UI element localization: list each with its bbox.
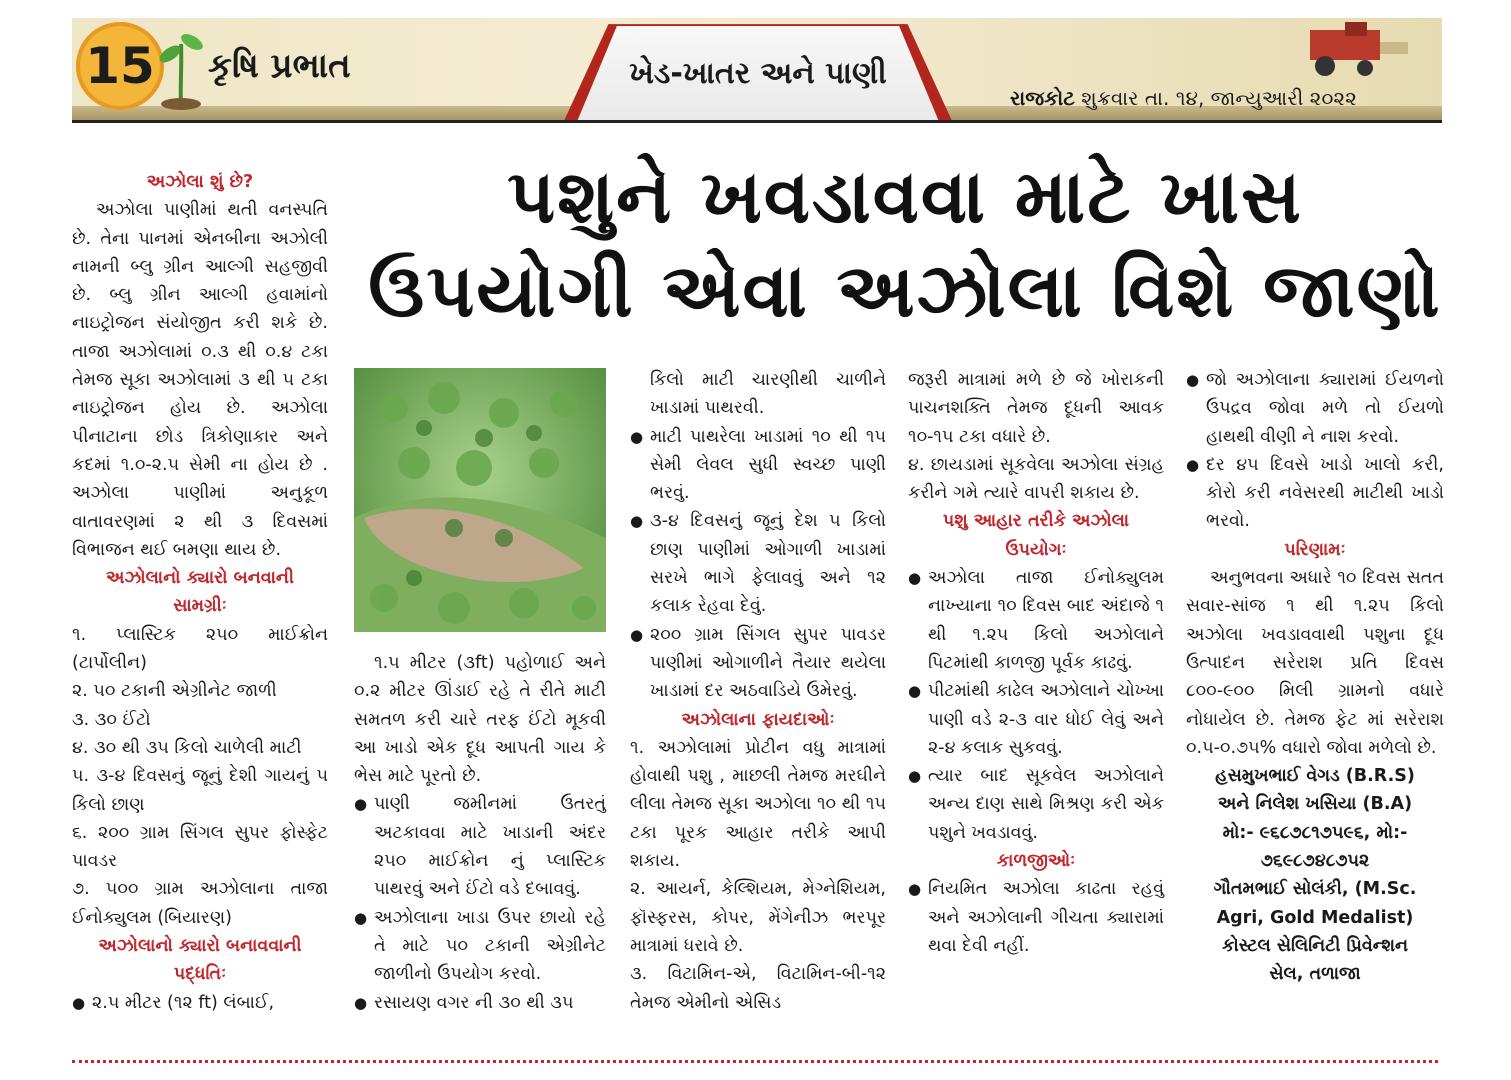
subheading: અઝોલાના ફાયદાઓઃ xyxy=(681,709,835,730)
subheading: અઝોલાનો ક્યારો બનવાની xyxy=(106,568,294,589)
header-rule xyxy=(72,120,1442,123)
subheading: અઝોલાનો ક્યારો બનાવવાની xyxy=(98,936,302,957)
list-item: ૪. ૩૦ થી ૩૫ કિલો ચાળેલી માટી xyxy=(72,737,302,758)
bullet-item: ● રસાયણ વગર ની ૩૦ થી ૩૫ xyxy=(354,989,606,1017)
section-name: કૃષિ પ્રભાત xyxy=(208,46,351,86)
byline-org: કોસ્ટલ સેલિનિટી પ્રિવેન્શન xyxy=(1221,935,1409,956)
page-number-badge: 15 xyxy=(76,22,164,110)
dateline-city: રાજકોટ xyxy=(1010,86,1075,110)
list-item: ૧. પ્લાસ્ટિક ૨૫૦ માઈક્રોન (ટાર્પોલીન) xyxy=(72,624,328,674)
paragraph: ૧.૫ મીટર (૩ft) પહોળાઈ અને ૦.૨ મીટર ઊંડાઈ રહે તે રીતે માટી સમતળ કરી ચારે તરફ ઈંટો મૂકવી આ ખાડો એક દૂધ આપતી ગાય કે ભેસ માટે પૂરતો છે. xyxy=(354,653,606,787)
paragraph: ૪. છાયડામાં સૂકવેલા અઝોલા સંગ્રહ કરીને ગમે ત્યારે વાપરી શકાય છે. xyxy=(908,454,1164,504)
bullet-item: ● માટી પાથરેલા ખાડામાં ૧૦ થી ૧૫ સેમી લેવલ સુધી સ્વચ્છ પાણી ભરવું. xyxy=(630,423,886,508)
byline-org: સેલ, તળાજા xyxy=(1269,964,1361,985)
paragraph: જરૂરી માત્રામાં મળે છે જે ખોરાકની પાચનશક્તિ તેમજ દૂધની આવક ૧૦-૧૫ ટકા વધારે છે. xyxy=(908,370,1164,447)
list-item: ૨. ૫૦ ટકાની એગ્રીનેટ જાળી xyxy=(72,681,277,702)
byline: ગૌતમભાઈ સોલંકી, (M.Sc. xyxy=(1213,879,1417,900)
bullet-item: ● નિયમિત અઝોલા કાઢતા રહવું અને અઝોલાની ગીચતા ક્યારામાં થવા દેવી નહીં. xyxy=(908,875,1164,960)
bullet-item: ● પીટમાંથી કાઢેલ અઝોલાને ચોખ્ખા પાણી વડે ૨-૩ વાર ધોઈ લેવું અને ૨-૪ કલાક સુકવવું. xyxy=(908,677,1164,762)
paragraph: ૨. આયર્ન, કેલ્શિયમ, મેગ્નેશિયમ, ફૉસ્ફરસ, કોપર, મેંગેનીઝ ભરપૂર માત્રામાં ધરાવે છે. xyxy=(630,879,886,956)
list-item: ૫. ૩-૪ દિવસનું જૂનું દેશી ગાયનું ૫ કિલો છાણ xyxy=(72,766,328,815)
subheading: અઝોલા શું છે? xyxy=(146,172,254,192)
headline xyxy=(350,150,1460,338)
bullet-item: ● પાણી જમીનમાં ઉતરતું અટકાવવા માટે ખાડાની અંદર ૨૫૦ માઈક્રોન નું પ્લાસ્ટિક પાથરવું અને ઈંટો વડે દબાવવું. xyxy=(354,790,606,903)
subheading: પશુ આહાર તરીકે અઝોલા xyxy=(942,511,1130,532)
list-item: ૬. ૨૦૦ ગ્રામ સિંગલ સુપર ફોસ્ફેટ પાવડર xyxy=(72,822,328,872)
bullet-item: ● જો અઝોલાના ક્યારામાં ઈયળનો ઉપદ્રવ જોવા મળે તો ઈયળો હાથથી વીણી ને નાશ કરવો. xyxy=(1186,366,1444,451)
harvester-illustration xyxy=(1290,20,1410,80)
bullet-item: ● દર ૪૫ દિવસે ખાડો ખાલો કરી, કોરો કરી નવેસરથી માટીથી ખાડો ભરવો. xyxy=(1186,451,1444,536)
column-1 xyxy=(72,168,328,1017)
column-5 xyxy=(1186,366,1444,989)
column-4 xyxy=(908,366,1164,960)
section-tab-title: ખેડ-ખાતર અને પાણી xyxy=(629,56,887,91)
byline: હસમુખભાઈ વેગડ (B.R.S) xyxy=(1215,766,1415,787)
list-item: ૭. ૫૦૦ ગ્રામ અઝોલાના તાજા ઈનોક્યુલમ (બિયારણ) xyxy=(72,879,328,928)
bullet-item: ● ૨૦૦ ગ્રામ સિંગલ સુપર પાવડર પાણીમાં ઓગાળીને તૈયાર થયેલા ખાડામાં દર અઠવાડિયે ઉમેરવું. xyxy=(630,621,886,706)
sprout-icon xyxy=(158,24,204,110)
subheading: કાળજીઓઃ xyxy=(996,851,1076,872)
byline-phone: મો:- ૯૬૮૭૮૧૭૫૯૬, મો:- xyxy=(1222,822,1408,843)
byline-phone: ૭૬૯૮૭૪૮૭૫૨ xyxy=(1260,851,1370,872)
paragraph: કિલો માટી ચારણીથી ચાળીને ખાડામાં પાથરવી. xyxy=(650,370,886,419)
azolla-photo xyxy=(354,368,606,632)
paragraph: અઝોલા પાણીમાં થતી વનસ્પતિ છે. તેના પાનમાં એનબીના અઝોલી નામની બ્લુ ગ્રીન આલ્ગી સહજીવી છે. બ્લુ ગ્રીન આલ્ગી હવામાંનો નાઇટ્રોજન સંયોજીત કરી શકે છે. તાજા અઝોલામાં ૦.૩ થી ૦.૪ ટકા તેમજ સૂકા અઝોલામાં ૩ થી ૫ ટકા નાઇટ્રોજન હોય છે. અઝોલા પીનાટાના છોડ ત્રિકોણાકાર અને કદમાં ૧.૦-૨.૫ સેમી ના હોય છે . અઝોલા પાણીમાં અનુકૂળ વાતાવરણમાં ૨ થી ૩ દિવસમાં વિભાજન થઈ બમણા થાય છે. xyxy=(72,200,328,560)
paragraph: ૩. વિટામિન-એ, વિટામિન-બી-૧૨ તેમજ એમીનો એસિડ xyxy=(630,964,886,1013)
bullet-item: ● અઝોલાના ખાડા ઉપર છાયો રહે તે માટે ૫૦ ટકાની એગ્રીનેટ જાળીનો ઉપયોગ કરવો. xyxy=(354,904,606,989)
subheading: પરિણામઃ xyxy=(1284,539,1346,560)
paragraph: ૧. અઝોલામાં પ્રોટીન વધુ માત્રામાં હોવાથી પશુ , માછલી તેમજ મરઘીને લીલા તેમજ સૂકા અઝોલા ૧૦ થી ૧૫ ટકા પૂરક આહાર તરીકે આપી શકાય. xyxy=(630,737,886,872)
bullet-item: ● ૩-૪ દિવસનું જૂનું દેશ ૫ કિલો છાણ પાણીમાં ઓગાળી ખાડામાં સરખે ભાગે ફેલાવવું અને ૧૨ કલાક રેહવા દેવું. xyxy=(630,507,886,620)
subheading: સામગ્રીઃ xyxy=(173,596,227,617)
headline-line-2: ઉપયોગી એવા અઝોલા વિશે જાણો xyxy=(368,248,1442,334)
subheading: પદ્ધતિઃ xyxy=(173,964,227,985)
subheading: ઉપયોગઃ xyxy=(1005,539,1067,560)
footer-dotted-rule xyxy=(72,1060,1438,1063)
paragraph: અનુભવના અધારે ૧૦ દિવસ સતત સવાર-સાંજ ૧ થી ૧.૨૫ કિલો અઝોલા ખવડાવવાથી પશુના દૂધ ઉત્પાદન સરેરાશ પ્રતિ દિવસ ૮૦૦-૯૦૦ મિલી ગ્રામનો વધારે નોધાયેલ છે. તેમજ ફેટ માં સરેરાશ ૦.૫-૦.૭૫% વધારો જોવા મળેલો છે. xyxy=(1186,568,1444,758)
dateline xyxy=(1010,86,1357,110)
column-2 xyxy=(354,649,606,1017)
bullet-item: ● ૨.૫ મીટર (૧૨ ft) લંબાઈ, xyxy=(72,989,328,1017)
byline: Agri, Gold Medalist) xyxy=(1216,907,1414,928)
byline: અને નિલેશ ખસિયા (B.A) xyxy=(1217,794,1413,815)
dateline-date: શુક્રવાર તા. ૧૪, જાન્યુઆરી ૨૦૨૨ xyxy=(1074,86,1357,110)
bullet-item: ● અઝોલા તાજા ઈનોક્યુલમ નાખ્યાના ૧૦ દિવસ બાદ અંદાજે ૧ થી ૧.૨૫ કિલો અઝોલાને પિટમાંથી કાળજી પૂર્વક કાઢવું. xyxy=(908,564,1164,677)
headline-line-1: પશુને ખવડાવવા માટે ખાસ xyxy=(507,154,1303,240)
list-item: ૩. ૩૦ ઈંટો xyxy=(72,709,151,730)
bullet-item: ● ત્યાર બાદ સૂકવેલ અઝોલાને અન્ય દાણ સાથે મિશ્રણ કરી એક પશુને ખવડાવવું. xyxy=(908,762,1164,847)
column-3 xyxy=(630,366,886,1017)
section-tab xyxy=(538,18,978,120)
